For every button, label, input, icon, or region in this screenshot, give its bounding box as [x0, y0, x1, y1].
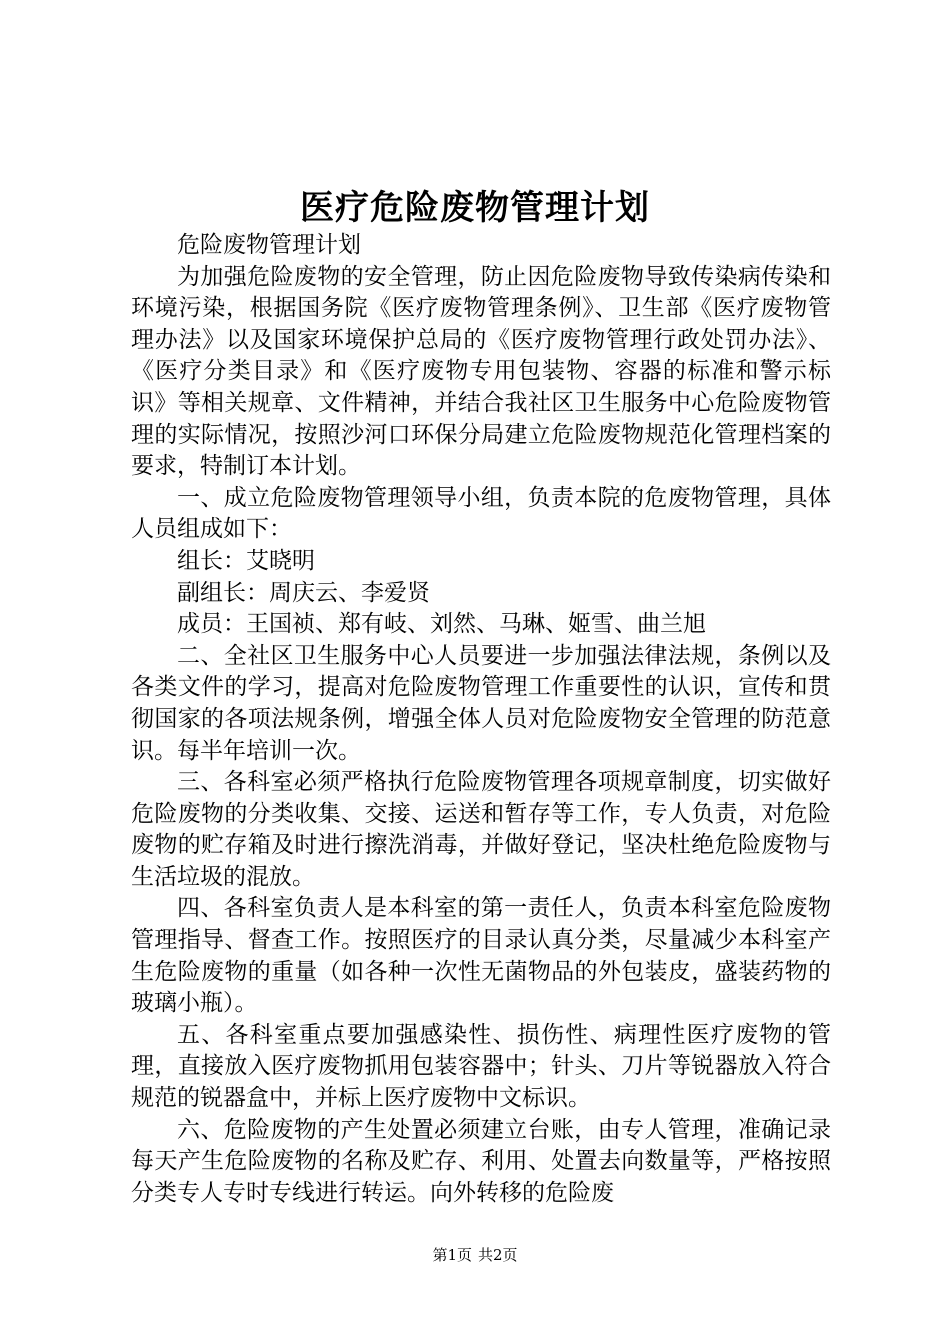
paragraph-section-5: 五、各科室重点要加强感染性、损伤性、病理性医疗废物的管理，直接放入医疗废物抓用包装容器中；针头、刀片等锐器放入符合规范的锐器盒中，并标上医疗废物中文标识。 [131, 1021, 831, 1112]
page-number: 第1页 [432, 1246, 472, 1264]
document-title: 医疗危险废物管理计划 [300, 188, 650, 228]
paragraph-section-2: 二、全社区卫生服务中心人员要进一步加强法律法规，条例以及各类文件的学习，提高对危险废物管理工作重要性的认识，宣传和贯彻国家的各项法规条例，增强全体人员对危险废物安全管理的防范意识。每半年培训一次。 [131, 642, 831, 764]
document-body [131, 230, 831, 1209]
paragraph-team-deputy: 副组长：周庆云、李爱贤 [177, 579, 430, 606]
paragraph-section-6: 六、危险废物的产生处置必须建立台账，由专人管理，准确记录每天产生危险废物的名称及贮存、利用、处置去向数量等，严格按照分类专人专时专线进行转运。向外转移的危险废 [131, 1116, 831, 1206]
page-footer [0, 1245, 950, 1265]
page-total: 共2页 [478, 1246, 518, 1264]
paragraph-section-1: 一、成立危险废物管理领导小组，负责本院的危废物管理，具体人员组成如下： [131, 484, 831, 543]
paragraph-intro: 为加强危险废物的安全管理，防止因危险废物导致传染病传染和环境污染，根据国务院《医疗废物管理条例》、卫生部《医疗废物管理办法》以及国家环境保护总局的《医疗废物管理行政处罚办法》、《医疗分类目录》和《医疗废物专用包装物、容器的标准和警示标识》等相关规章、文件精神，并结合我社区卫生服务中心危险废物管理的实际情况，按照沙河口环保分局建立危险废物规范化管理档案的要求，特制订本计划。 [131, 263, 831, 480]
paragraph-subtitle: 危险废物管理计划 [177, 232, 361, 258]
paragraph-section-3: 三、各科室必须严格执行危险废物管理各项规章制度，切实做好危险废物的分类收集、交接、运送和暂存等工作，专人负责，对危险废物的贮存箱及时进行擦洗消毒，并做好登记，坚决杜绝危险废物与生活垃圾的混放。 [131, 769, 831, 890]
paragraph-team-members: 成员：王国祯、郑有岐、刘然、马琳、姬雪、曲兰旭 [177, 611, 706, 638]
paragraph-team-leader: 组长：艾晓明 [177, 547, 315, 574]
paragraph-section-4: 四、各科室负责人是本科室的第一责任人，负责本科室危险废物管理指导、督查工作。按照医疗的目录认真分类，尽量减少本科室产生危险废物的重量（如各种一次性无菌物品的外包装皮，盛装药物的玻璃小瓶）。 [131, 895, 831, 1017]
